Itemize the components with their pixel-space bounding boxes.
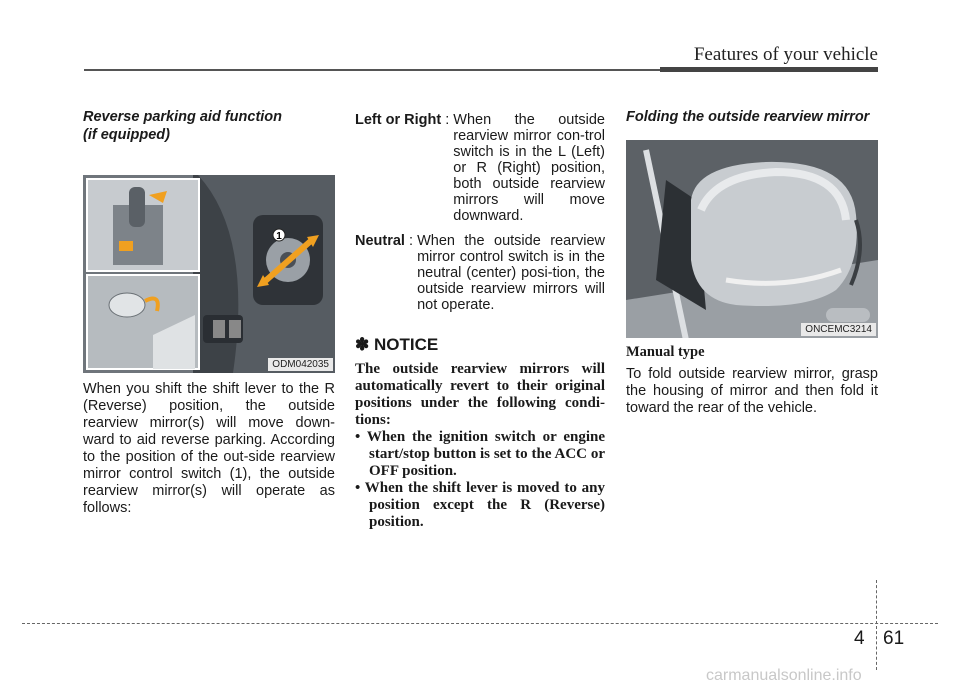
- notice-title: ✽ NOTICE: [355, 335, 439, 354]
- notice-item: • When the ignition switch or engine start/stop button is set to the ACC or OFF position.: [355, 429, 605, 479]
- outside-mirror-photo: [626, 140, 878, 338]
- notice-intro: The outside rearview mirrors will automatically revert to their original positions under the following condi-tions:: [355, 361, 605, 428]
- chapter-number: 4: [854, 628, 865, 649]
- section-title-reverse-parking: Reverse parking aid function (if equipped): [83, 109, 283, 143]
- column-left: [83, 108, 335, 517]
- column-right: [626, 108, 878, 417]
- shift-lever-mirror-photo: [83, 175, 335, 373]
- reverse-parking-body: When you shift the shift lever to the R (Reverse) position, the outside rearview mirror(s) will move down-ward to aid reverse parking. According to the position of the out-side rearview mirror control switch (1), the outside rearview mirror(s) will operate as follows:: [83, 381, 335, 516]
- term-label: Left or Right: [355, 112, 442, 128]
- running-header: Features of your vehicle: [693, 44, 878, 65]
- watermark: carmanualsonline.info: [706, 667, 862, 684]
- notice-symbol: ✽: [355, 335, 370, 354]
- term-label: Neutral: [355, 233, 405, 249]
- term-desc: When the outside rearview mirror con-trol switch is in the L (Left) or R (Right) position, both outside rearview mirrors will move downward.: [453, 112, 605, 224]
- shift-lever-mirror-illustration: [83, 175, 335, 373]
- photo-code: ONCEMC3214: [801, 323, 876, 336]
- photo-code: ODM042035: [268, 358, 333, 371]
- header-rule-accent: [660, 67, 878, 72]
- notice-list: [355, 429, 605, 531]
- manual-type-heading: Manual type: [626, 344, 705, 360]
- term-neutral: [355, 233, 605, 313]
- notice-item: • When the shift lever is moved to any position except the R (Reverse) position.: [355, 480, 605, 530]
- outside-mirror-illustration: [626, 140, 878, 338]
- callout-number-1: 1: [276, 231, 282, 242]
- footer-divider: [876, 580, 877, 670]
- term-left-or-right: [355, 112, 605, 224]
- page-number: 61: [883, 628, 905, 649]
- column-middle: [355, 108, 605, 531]
- section-title-folding-mirror: Folding the outside rearview mirror: [626, 109, 870, 125]
- term-sep: :: [404, 233, 418, 249]
- header-rule: [84, 69, 660, 71]
- folding-mirror-body: To fold outside rearview mirror, grasp the housing of mirror and then fold it toward the rear of the vehicle.: [626, 366, 878, 416]
- footer-rule: [22, 623, 938, 624]
- term-desc: When the outside rearview mirror control switch is in the neutral (center) posi-tion, the outside rearview mirrors will not operate.: [417, 233, 605, 313]
- term-sep: :: [441, 112, 454, 128]
